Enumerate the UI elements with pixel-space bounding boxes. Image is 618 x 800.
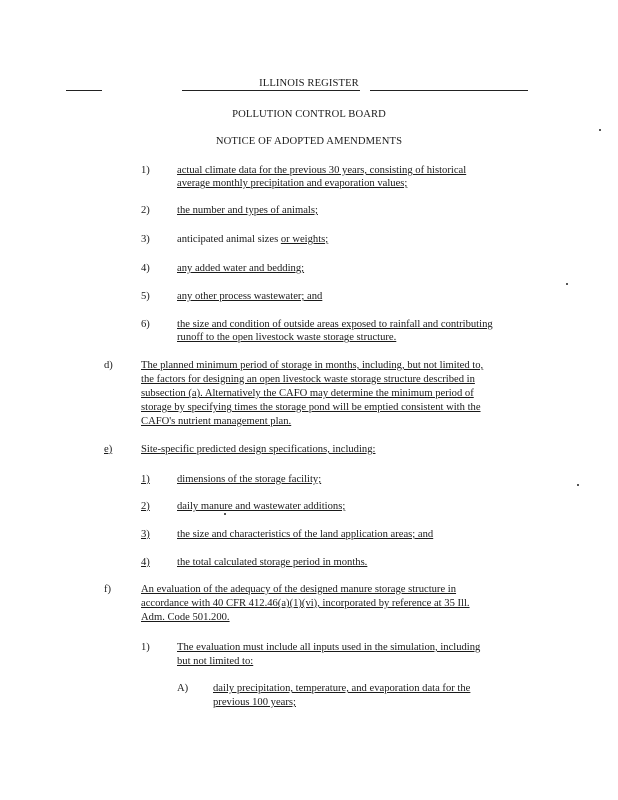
item-text-line: the size and condition of outside areas exposed to rainfall and contributing xyxy=(177,319,493,330)
item-number: 6) xyxy=(141,319,150,330)
board-title: POLLUTION CONTROL BOARD xyxy=(232,109,386,120)
item-text-line: An evaluation of the adequacy of the designed manure storage structure in xyxy=(141,584,457,595)
item-text-line: any added water and bedding; xyxy=(177,263,305,274)
item-text-line: daily manure and wastewater additions; xyxy=(177,501,346,512)
item-number: 5) xyxy=(141,291,150,302)
item-text-line: average monthly precipitation and evaporation values; xyxy=(177,178,408,189)
scan-speck xyxy=(599,129,601,131)
item-text-line: Site-specific predicted design specifications, including: xyxy=(141,444,376,455)
item-text-line: daily precipitation, temperature, and evaporation data for the xyxy=(213,683,471,694)
item-number: 3) xyxy=(141,234,150,245)
item-text-line: The planned minimum period of storage in months, including, but not limited to, xyxy=(141,360,484,371)
item-number: 3) xyxy=(141,529,150,540)
item-text-line: accordance with 40 CFR 412.46(a)(1)(vi), incorporated by reference at 35 Ill. xyxy=(141,598,470,609)
item-text-line: subsection (a). Alternatively the CAFO may determine the minimum period of xyxy=(141,388,474,399)
item-text-line: the total calculated storage period in months. xyxy=(177,557,368,568)
item-number: 2) xyxy=(141,205,150,216)
item-text-line: anticipated animal sizes or weights; xyxy=(177,234,329,245)
item-number: 4) xyxy=(141,557,150,568)
item-number: 1) xyxy=(141,474,150,485)
item-text-line: runoff to the open livestock waste storage structure. xyxy=(177,332,397,343)
item-text-line: dimensions of the storage facility; xyxy=(177,474,322,485)
item-number: d) xyxy=(104,360,113,371)
item-text-line: but not limited to: xyxy=(177,656,254,667)
item-text-line: the factors for designing an open livestock waste storage structure described in xyxy=(141,374,475,385)
item-text-line: the size and characteristics of the land application areas; and xyxy=(177,529,434,540)
register-title: ILLINOIS REGISTER xyxy=(259,78,359,89)
item-text-line: The evaluation must include all inputs used in the simulation, including xyxy=(177,642,481,653)
item-text-line: previous 100 years; xyxy=(213,697,296,708)
item-number: 4) xyxy=(141,263,150,274)
item-number: f) xyxy=(104,584,112,595)
item-number: e) xyxy=(104,444,113,455)
item-number: 1) xyxy=(141,165,150,176)
item-text-line: actual climate data for the previous 30 years, consisting of historical xyxy=(177,165,467,176)
scan-speck xyxy=(577,484,579,486)
notice-title: NOTICE OF ADOPTED AMENDMENTS xyxy=(215,136,403,147)
item-number: 2) xyxy=(141,501,150,512)
item-number: 1) xyxy=(141,642,150,653)
item-text-line: any other process wastewater; and xyxy=(177,291,323,302)
item-number: A) xyxy=(177,683,189,694)
item-text-line: CAFO's nutrient management plan. xyxy=(141,416,292,427)
item-text-line: storage by specifying times the storage pond will be emptied consistent with the xyxy=(141,402,481,413)
scan-speck xyxy=(566,283,568,285)
scan-speck xyxy=(224,513,226,515)
item-text-line: Adm. Code 501.200. xyxy=(141,612,230,623)
item-text-line: the number and types of animals; xyxy=(177,205,318,216)
